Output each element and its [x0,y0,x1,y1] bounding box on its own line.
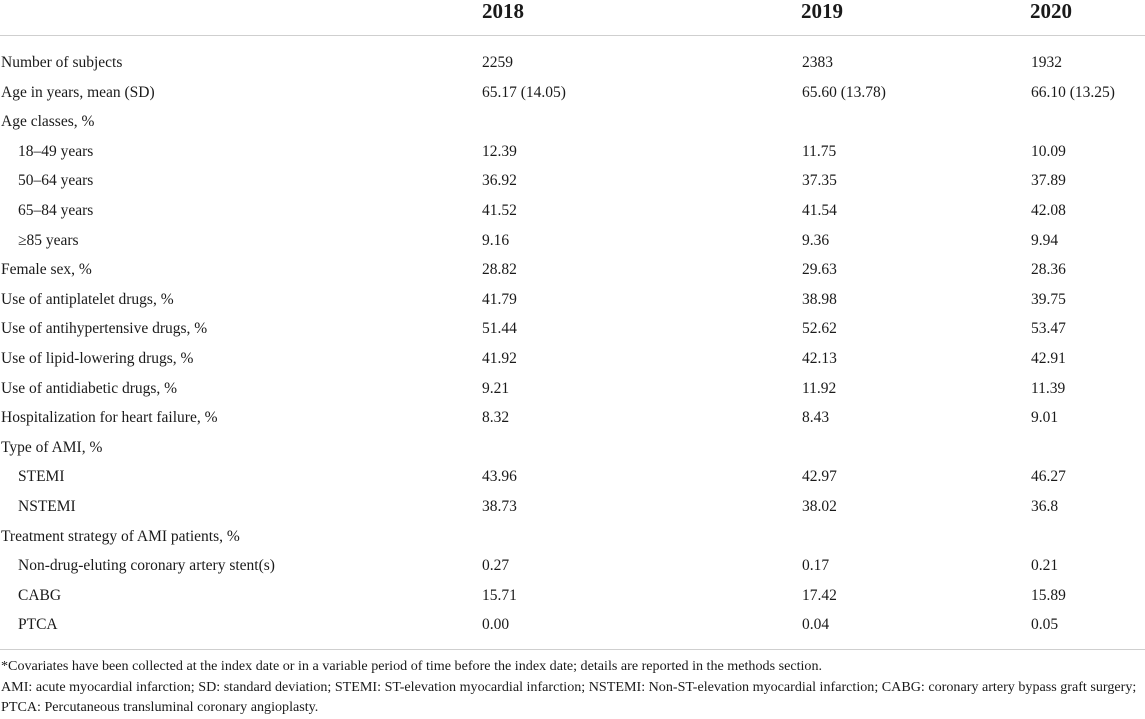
cell-2019: 65.60 (13.78) [802,83,886,101]
column-header-2018: 2018 [482,0,524,23]
table-row [0,137,1145,167]
cell-2018: 9.21 [482,379,510,397]
cell-2018: 41.92 [482,349,517,367]
table-row [0,551,1145,581]
cell-2018: 65.17 (14.05) [482,83,566,101]
cell-2019: 42.13 [802,349,837,367]
table-row [0,433,1145,463]
row-label: CABG [18,586,62,604]
table-row [0,462,1145,492]
table-body [0,48,1145,640]
cell-2018: 0.00 [482,616,510,634]
table-row [0,344,1145,374]
row-label: ≥85 years [18,231,79,249]
cell-2019: 0.04 [802,616,830,634]
cell-2019: 11.92 [802,379,837,397]
table-row [0,314,1145,344]
cell-2020: 1932 [1031,54,1062,71]
row-label: Female sex, % [1,261,92,279]
cell-2020: 46.27 [1031,468,1066,486]
table-bottom-rule [0,649,1145,650]
cell-2020: 9.94 [1031,231,1059,249]
cell-2019: 17.42 [802,586,837,604]
cell-2018: 41.52 [482,201,517,219]
table-row [0,285,1145,315]
table-row [0,522,1145,552]
row-label: Non-drug-eluting coronary artery stent(s) [18,557,275,575]
cell-2018: 15.71 [482,586,517,604]
row-label: 50–64 years [18,172,94,190]
cell-2018: 51.44 [482,320,517,338]
cell-2019: 29.63 [802,261,837,279]
cell-2020: 0.21 [1031,557,1059,575]
row-label: PTCA [18,616,58,634]
cell-2018: 36.92 [482,172,517,190]
cell-2019: 41.54 [802,201,837,219]
cell-2019: 37.35 [802,172,837,190]
cell-2019: 38.98 [802,290,837,308]
cell-2019: 11.75 [802,142,837,160]
cell-2020: 42.91 [1031,349,1066,367]
table-row [0,226,1145,256]
table-row [0,196,1145,226]
cell-2018: 38.73 [482,497,517,515]
row-label: Age classes, % [1,113,95,131]
table-footnotes [1,656,1141,718]
row-label: STEMI [18,468,65,486]
footnote-covariates: *Covariates have been collected at the index date or in a variable period of time before the index date; details are reported in the methods section. [1,658,823,674]
table-header [0,0,1145,36]
cell-2019: 0.17 [802,557,830,575]
cell-2018: 2259 [482,54,513,71]
row-label: Use of antihypertensive drugs, % [1,320,208,338]
table-row [0,107,1145,137]
row-label: 65–84 years [18,201,94,219]
table-row [0,48,1145,78]
cell-2020: 39.75 [1031,290,1066,308]
cell-2020: 66.10 (13.25) [1031,83,1115,101]
cell-2018: 8.32 [482,409,510,427]
table-row [0,78,1145,108]
cell-2018: 28.82 [482,261,517,279]
footnote-abbreviations: AMI: acute myocardial infarction; SD: standard deviation; STEMI: ST-elevation myocardial infarction; NSTEMI: Non-ST-elevation myocardial infarction; CABG: coronary artery bypass graft surgery; PTCA: Percutaneous transluminal coronary angioplasty. [1,678,1137,715]
cell-2019: 38.02 [802,497,837,515]
table-row [0,610,1145,640]
row-label: Type of AMI, % [1,438,103,456]
cell-2020: 10.09 [1031,142,1066,160]
table-row [0,374,1145,404]
row-label: Use of antidiabetic drugs, % [1,379,178,397]
table-row [0,492,1145,522]
cell-2020: 37.89 [1031,172,1066,190]
row-label: 18–49 years [18,142,94,160]
cell-2020: 36.8 [1031,497,1059,515]
row-label: Hospitalization for heart failure, % [1,409,218,427]
cell-2018: 9.16 [482,231,510,249]
table-row [0,403,1145,433]
cell-2019: 52.62 [802,320,837,338]
row-label: Use of antiplatelet drugs, % [1,290,174,308]
cell-2019: 9.36 [802,231,830,249]
cell-2018: 0.27 [482,557,510,575]
column-header-2020: 2020 [1030,0,1072,23]
table-row [0,166,1145,196]
cell-2020: 11.39 [1031,379,1066,397]
cell-2020: 42.08 [1031,201,1066,219]
row-label: NSTEMI [18,497,76,515]
cell-2020: 9.01 [1031,409,1059,427]
cell-2020: 0.05 [1031,616,1059,634]
table-row [0,255,1145,285]
cell-2020: 53.47 [1031,320,1066,338]
cell-2020: 28.36 [1031,261,1066,279]
row-label: Number of subjects [1,54,123,71]
cell-2019: 8.43 [802,409,830,427]
cell-2020: 15.89 [1031,586,1066,604]
column-header-2019: 2019 [801,0,843,23]
cell-2018: 43.96 [482,468,517,486]
cell-2019: 42.97 [802,468,837,486]
cell-2019: 2383 [802,54,833,71]
table-row [0,581,1145,611]
cell-2018: 41.79 [482,290,517,308]
row-label: Use of lipid-lowering drugs, % [1,349,194,367]
row-label: Treatment strategy of AMI patients, % [1,527,240,545]
cell-2018: 12.39 [482,142,517,160]
row-label: Age in years, mean (SD) [1,83,155,101]
